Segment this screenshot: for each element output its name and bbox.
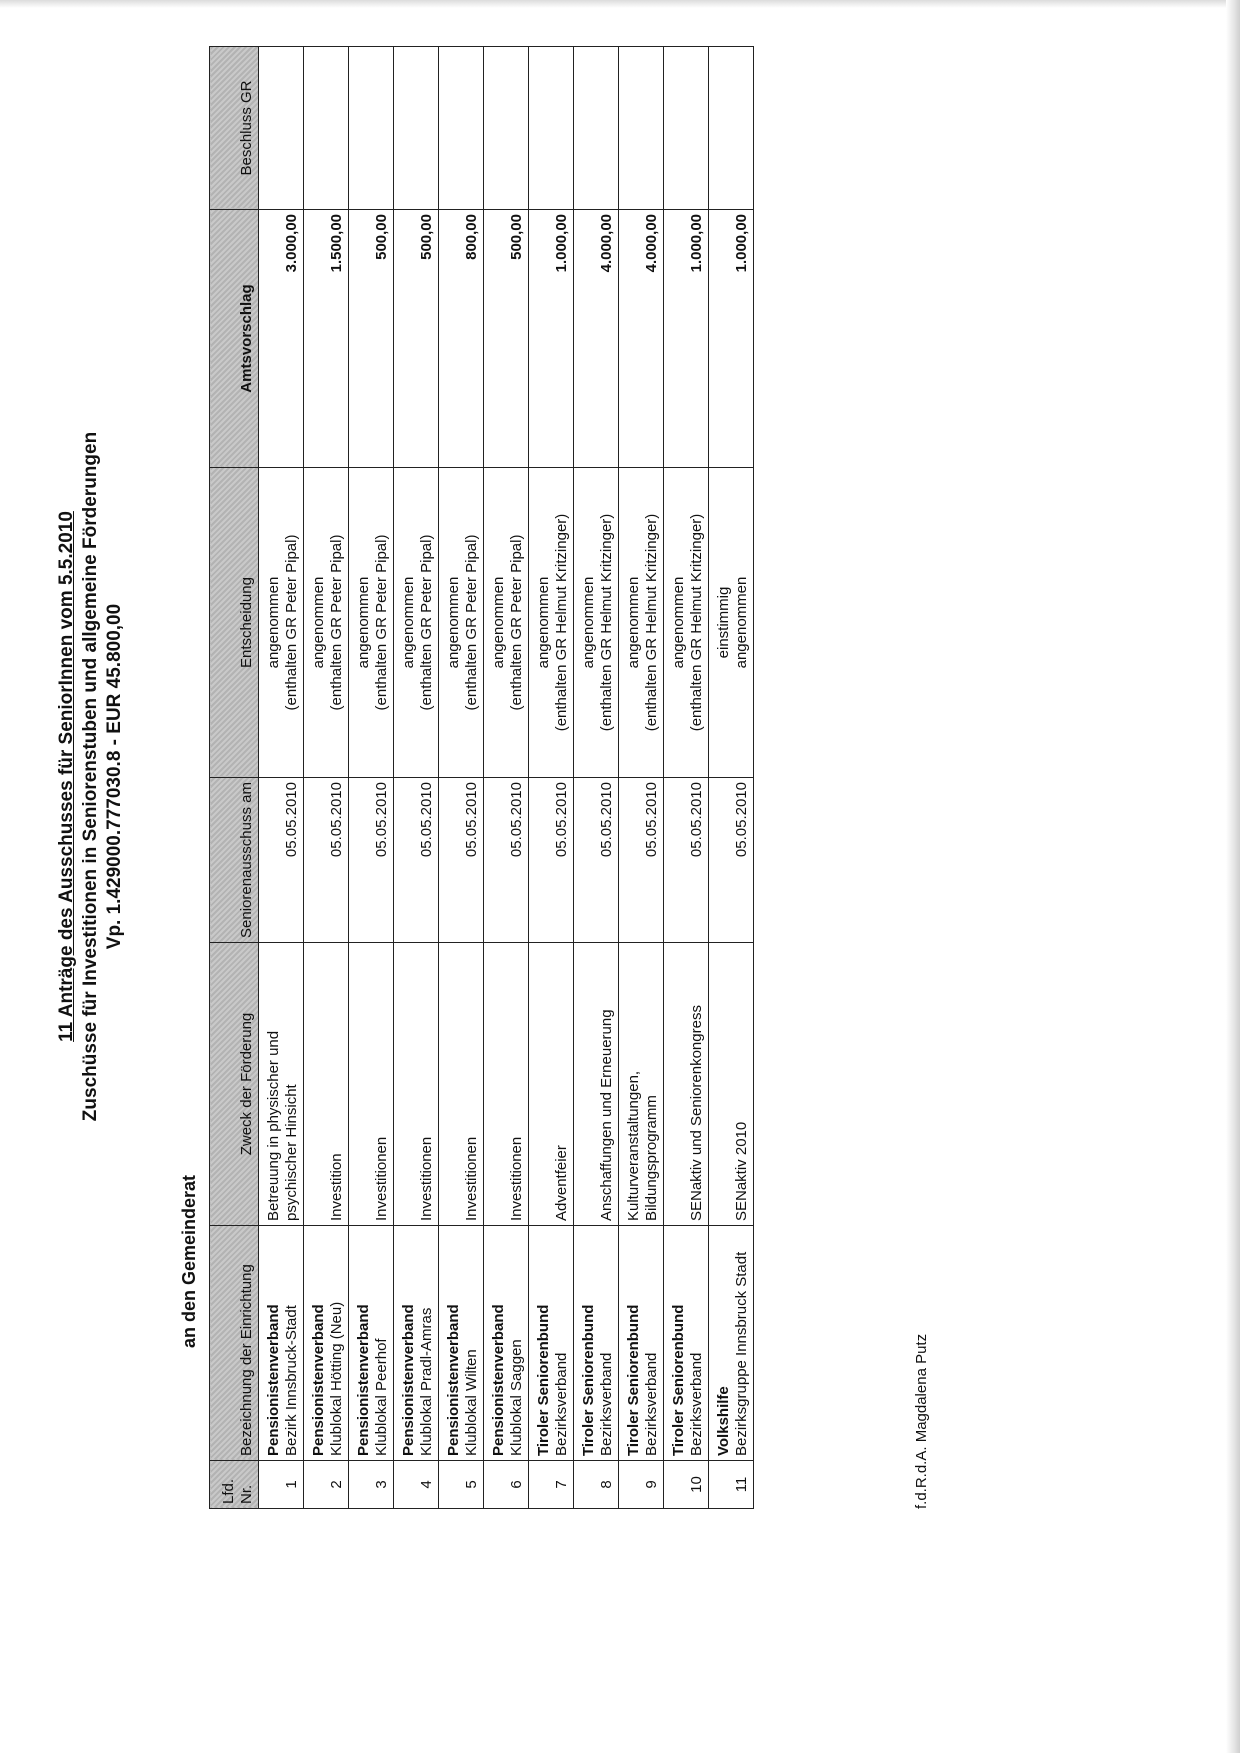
decision-line-1: angenommen xyxy=(445,576,462,669)
institution-org: Pensionistenverband xyxy=(400,1304,417,1456)
row-number: 4 xyxy=(394,1461,439,1509)
institution-sub: Bezirksgruppe Innsbruck Stadt xyxy=(733,1251,750,1456)
decision-line-1: angenommen xyxy=(625,576,642,669)
institution-org: Pensionistenverband xyxy=(355,1304,372,1456)
institution-cell xyxy=(304,1226,349,1461)
council-resolution xyxy=(484,47,529,210)
heading-budget-line: Vp. 1.429000.777030.8 - EUR 45.800,00 xyxy=(104,603,125,950)
meeting-date: 05.05.2010 xyxy=(484,778,529,943)
col-header-date: Seniorenausschuss am xyxy=(210,778,259,943)
meeting-date: 05.05.2010 xyxy=(574,778,619,943)
row-number: 9 xyxy=(619,1461,664,1509)
decision-line-2: (enthalten GR Helmut Kritzinger) xyxy=(553,513,570,732)
decision-line-2: angenommen xyxy=(733,576,750,669)
purpose-cell xyxy=(349,943,394,1226)
decision-line-1: angenommen xyxy=(580,576,597,669)
col-header-amount: Amtsvorschlag xyxy=(210,210,259,468)
meeting-date: 05.05.2010 xyxy=(259,778,304,943)
row-number: 5 xyxy=(439,1461,484,1509)
decision-line-1: einstimmig xyxy=(715,586,732,659)
decision-cell xyxy=(439,468,484,778)
decision-line-2: (enthalten GR Peter Pipal) xyxy=(508,534,525,711)
purpose-cell xyxy=(574,943,619,1226)
col-header-purpose: Zweck der Förderung xyxy=(210,943,259,1226)
institution-org: Tiroler Seniorenbund xyxy=(535,1304,552,1456)
row-number: 3 xyxy=(349,1461,394,1509)
purpose-line-2: SENaktiv 2010 xyxy=(733,1121,750,1221)
institution-org: Volkshilfe xyxy=(715,1386,732,1456)
institution-org: Pensionistenverband xyxy=(265,1304,282,1456)
council-resolution xyxy=(259,47,304,210)
table-row xyxy=(709,47,754,1509)
institution-cell xyxy=(709,1226,754,1461)
institution-cell xyxy=(349,1226,394,1461)
row-number: 1 xyxy=(259,1461,304,1509)
institution-sub: Klublokal Saggen xyxy=(508,1339,525,1456)
document-heading xyxy=(55,0,127,1553)
institution-sub: Klublokal Hötting (Neu) xyxy=(328,1301,345,1456)
heading-subtitle: Zuschüsse für Investitionen in Seniorenstuben und allgemeine Förderungen xyxy=(80,431,101,1122)
institution-org: Tiroler Seniorenbund xyxy=(670,1304,687,1456)
table-row xyxy=(574,47,619,1509)
decision-line-1: angenommen xyxy=(490,576,507,669)
proposed-amount: 500,00 xyxy=(349,210,394,468)
decision-line-1: angenommen xyxy=(310,576,327,669)
addressee: an den Gemeinderat xyxy=(179,1174,199,1348)
decision-line-1: angenommen xyxy=(535,576,552,669)
institution-sub: Bezirksverband xyxy=(553,1352,570,1456)
purpose-line-2: Adventfeier xyxy=(553,1145,570,1221)
purpose-line-2: Investitionen xyxy=(373,1136,390,1221)
institution-cell xyxy=(529,1226,574,1461)
institution-sub: Klublokal Wilten xyxy=(463,1349,480,1456)
col-header-decision: Entscheidung xyxy=(210,468,259,778)
meeting-date: 05.05.2010 xyxy=(439,778,484,943)
table-header-row xyxy=(210,47,259,1509)
proposed-amount: 4.000,00 xyxy=(574,210,619,468)
meeting-date: 05.05.2010 xyxy=(529,778,574,943)
decision-line-2: (enthalten GR Peter Pipal) xyxy=(328,534,345,711)
row-number: 7 xyxy=(529,1461,574,1509)
council-resolution xyxy=(439,47,484,210)
decision-line-1: angenommen xyxy=(670,576,687,669)
purpose-line-1: Betreuung in physischer und xyxy=(265,1030,282,1221)
proposed-amount: 4.000,00 xyxy=(619,210,664,468)
decision-line-2: (enthalten GR Peter Pipal) xyxy=(418,534,435,711)
purpose-line-2: Investitionen xyxy=(508,1136,525,1221)
proposed-amount: 1.500,00 xyxy=(304,210,349,468)
proposed-amount: 500,00 xyxy=(484,210,529,468)
council-resolution xyxy=(349,47,394,210)
purpose-cell xyxy=(259,943,304,1226)
institution-sub: Klublokal Pradl-Amras xyxy=(418,1307,435,1456)
council-resolution xyxy=(304,47,349,210)
signature-line: f.d.R.d.A. Magdalena Putz xyxy=(913,1333,930,1509)
institution-org: Pensionistenverband xyxy=(445,1304,462,1456)
decision-cell xyxy=(619,468,664,778)
col-header-nr: Lfd. Nr. xyxy=(210,1461,259,1509)
table-row xyxy=(619,47,664,1509)
purpose-cell xyxy=(529,943,574,1226)
decision-line-2: (enthalten GR Helmut Kritzinger) xyxy=(598,513,615,732)
table-row xyxy=(349,47,394,1509)
institution-org: Pensionistenverband xyxy=(310,1304,327,1456)
meeting-date: 05.05.2010 xyxy=(664,778,709,943)
institution-org: Tiroler Seniorenbund xyxy=(580,1304,597,1456)
purpose-line-2: Bildungsprogramm xyxy=(643,1095,660,1221)
proposed-amount: 3.000,00 xyxy=(259,210,304,468)
col-header-resolution: Beschluss GR xyxy=(210,47,259,210)
meeting-date: 05.05.2010 xyxy=(304,778,349,943)
institution-cell xyxy=(439,1226,484,1461)
table-row xyxy=(529,47,574,1509)
purpose-cell xyxy=(304,943,349,1226)
purpose-cell xyxy=(394,943,439,1226)
row-number: 10 xyxy=(664,1461,709,1509)
purpose-cell xyxy=(484,943,529,1226)
proposed-amount: 1.000,00 xyxy=(529,210,574,468)
decision-line-2: (enthalten GR Helmut Kritzinger) xyxy=(643,513,660,732)
row-number: 6 xyxy=(484,1461,529,1509)
purpose-line-2: Anschaffungen und Erneuerung xyxy=(598,1009,615,1221)
table-row xyxy=(484,47,529,1509)
heading-title: 11 Anträge des Ausschusses für SeniorInnen vom 5.5.2010 xyxy=(56,511,77,1042)
purpose-line-2: Investitionen xyxy=(418,1136,435,1221)
proposed-amount: 500,00 xyxy=(394,210,439,468)
decision-line-2: (enthalten GR Peter Pipal) xyxy=(373,534,390,711)
purpose-line-1: Kulturveranstaltungen, xyxy=(625,1070,642,1221)
institution-cell xyxy=(484,1226,529,1461)
row-number: 8 xyxy=(574,1461,619,1509)
council-resolution xyxy=(619,47,664,210)
purpose-line-2: SENaktiv und Seniorenkongress xyxy=(688,1005,705,1221)
decision-cell xyxy=(709,468,754,778)
purpose-line-2: psychischer Hinsicht xyxy=(283,1084,300,1221)
row-number: 11 xyxy=(709,1461,754,1509)
purpose-line-2: Investitionen xyxy=(463,1136,480,1221)
purpose-cell xyxy=(619,943,664,1226)
decision-cell xyxy=(394,468,439,778)
meeting-date: 05.05.2010 xyxy=(709,778,754,943)
institution-org: Tiroler Seniorenbund xyxy=(625,1304,642,1456)
council-resolution xyxy=(529,47,574,210)
proposed-amount: 1.000,00 xyxy=(709,210,754,468)
decision-line-1: angenommen xyxy=(355,576,372,669)
table-row xyxy=(439,47,484,1509)
institution-sub: Bezirksverband xyxy=(598,1352,615,1456)
purpose-line-2: Investition xyxy=(328,1153,345,1221)
decision-cell xyxy=(304,468,349,778)
decision-line-1: angenommen xyxy=(400,576,417,669)
col-header-institution: Bezeichnung der Einrichtung xyxy=(210,1226,259,1461)
scan-edge-right xyxy=(1226,0,1240,1753)
decision-cell xyxy=(349,468,394,778)
row-number: 2 xyxy=(304,1461,349,1509)
institution-sub: Bezirk Innsbruck-Stadt xyxy=(283,1305,300,1456)
purpose-cell xyxy=(439,943,484,1226)
decision-cell xyxy=(484,468,529,778)
decision-line-2: (enthalten GR Peter Pipal) xyxy=(283,534,300,711)
meeting-date: 05.05.2010 xyxy=(619,778,664,943)
decision-cell xyxy=(664,468,709,778)
meeting-date: 05.05.2010 xyxy=(349,778,394,943)
table-row xyxy=(394,47,439,1509)
institution-cell xyxy=(574,1226,619,1461)
institution-sub: Bezirksverband xyxy=(643,1352,660,1456)
purpose-cell xyxy=(664,943,709,1226)
institution-sub: Klublokal Peerhof xyxy=(373,1338,390,1456)
table-row xyxy=(259,47,304,1509)
funding-table xyxy=(209,46,754,1509)
purpose-cell xyxy=(709,943,754,1226)
decision-cell xyxy=(574,468,619,778)
institution-cell xyxy=(394,1226,439,1461)
table-row xyxy=(664,47,709,1509)
decision-line-1: angenommen xyxy=(265,576,282,669)
council-resolution xyxy=(394,47,439,210)
institution-sub: Bezirksverband xyxy=(688,1352,705,1456)
institution-cell xyxy=(259,1226,304,1461)
institution-cell xyxy=(619,1226,664,1461)
decision-line-2: (enthalten GR Helmut Kritzinger) xyxy=(688,513,705,732)
meeting-date: 05.05.2010 xyxy=(394,778,439,943)
decision-line-2: (enthalten GR Peter Pipal) xyxy=(463,534,480,711)
institution-cell xyxy=(664,1226,709,1461)
rotated-page-content xyxy=(55,0,955,1553)
table-row xyxy=(304,47,349,1509)
decision-cell xyxy=(259,468,304,778)
council-resolution xyxy=(709,47,754,210)
council-resolution xyxy=(574,47,619,210)
proposed-amount: 800,00 xyxy=(439,210,484,468)
proposed-amount: 1.000,00 xyxy=(664,210,709,468)
institution-org: Pensionistenverband xyxy=(490,1304,507,1456)
council-resolution xyxy=(664,47,709,210)
decision-cell xyxy=(529,468,574,778)
